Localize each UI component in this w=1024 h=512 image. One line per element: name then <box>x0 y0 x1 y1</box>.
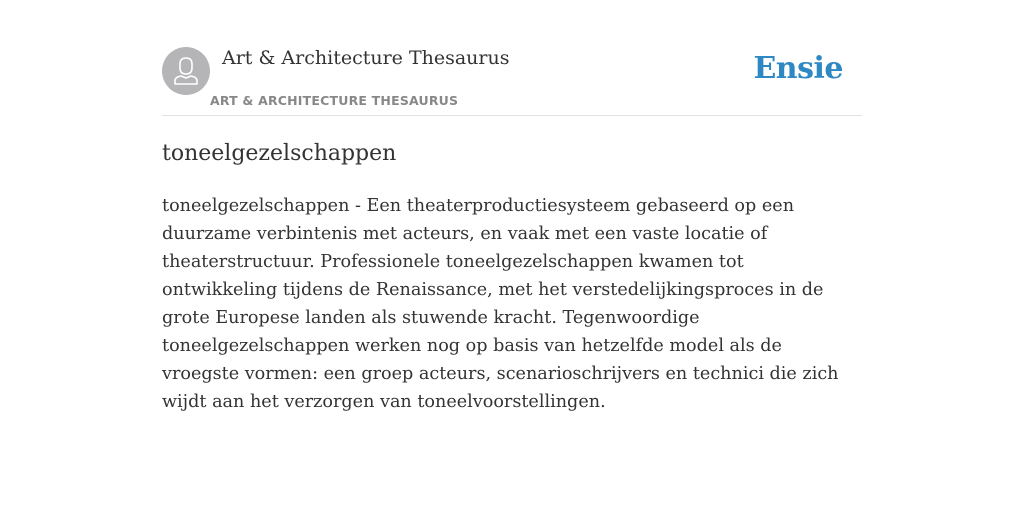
user-icon <box>162 47 210 95</box>
avatar[interactable] <box>162 47 210 95</box>
source-subtitle: ART & ARCHITECTURE THESAURUS <box>210 93 459 108</box>
entry-definition: toneelgezelschappen - Een theaterproductiesysteem gebaseerd op een duurzame verbintenis met acteurs, en vaak met een vaste locatie of theaterstructuur. Professionele toneelgezelschappen kwamen tot ontwikkeling tijdens de Renaissance, met het verstedelijkingsproces in de grote Europese landen als stuwende kracht. Tegenwoordige toneelgezelschappen werken nog op basis van hetzelfde model als de vroegste vormen: een groep acteurs, scenarioschrijvers en technici die zich wijdt aan het verzorgen van toneelvoorstellingen. <box>162 196 839 412</box>
page-container <box>162 0 862 412</box>
brand-logo[interactable]: Ensie <box>753 51 843 86</box>
page-header <box>162 0 862 116</box>
source-title[interactable]: Art & Architecture Thesaurus <box>222 47 510 69</box>
entry-term: toneelgezelschappen <box>162 141 397 166</box>
